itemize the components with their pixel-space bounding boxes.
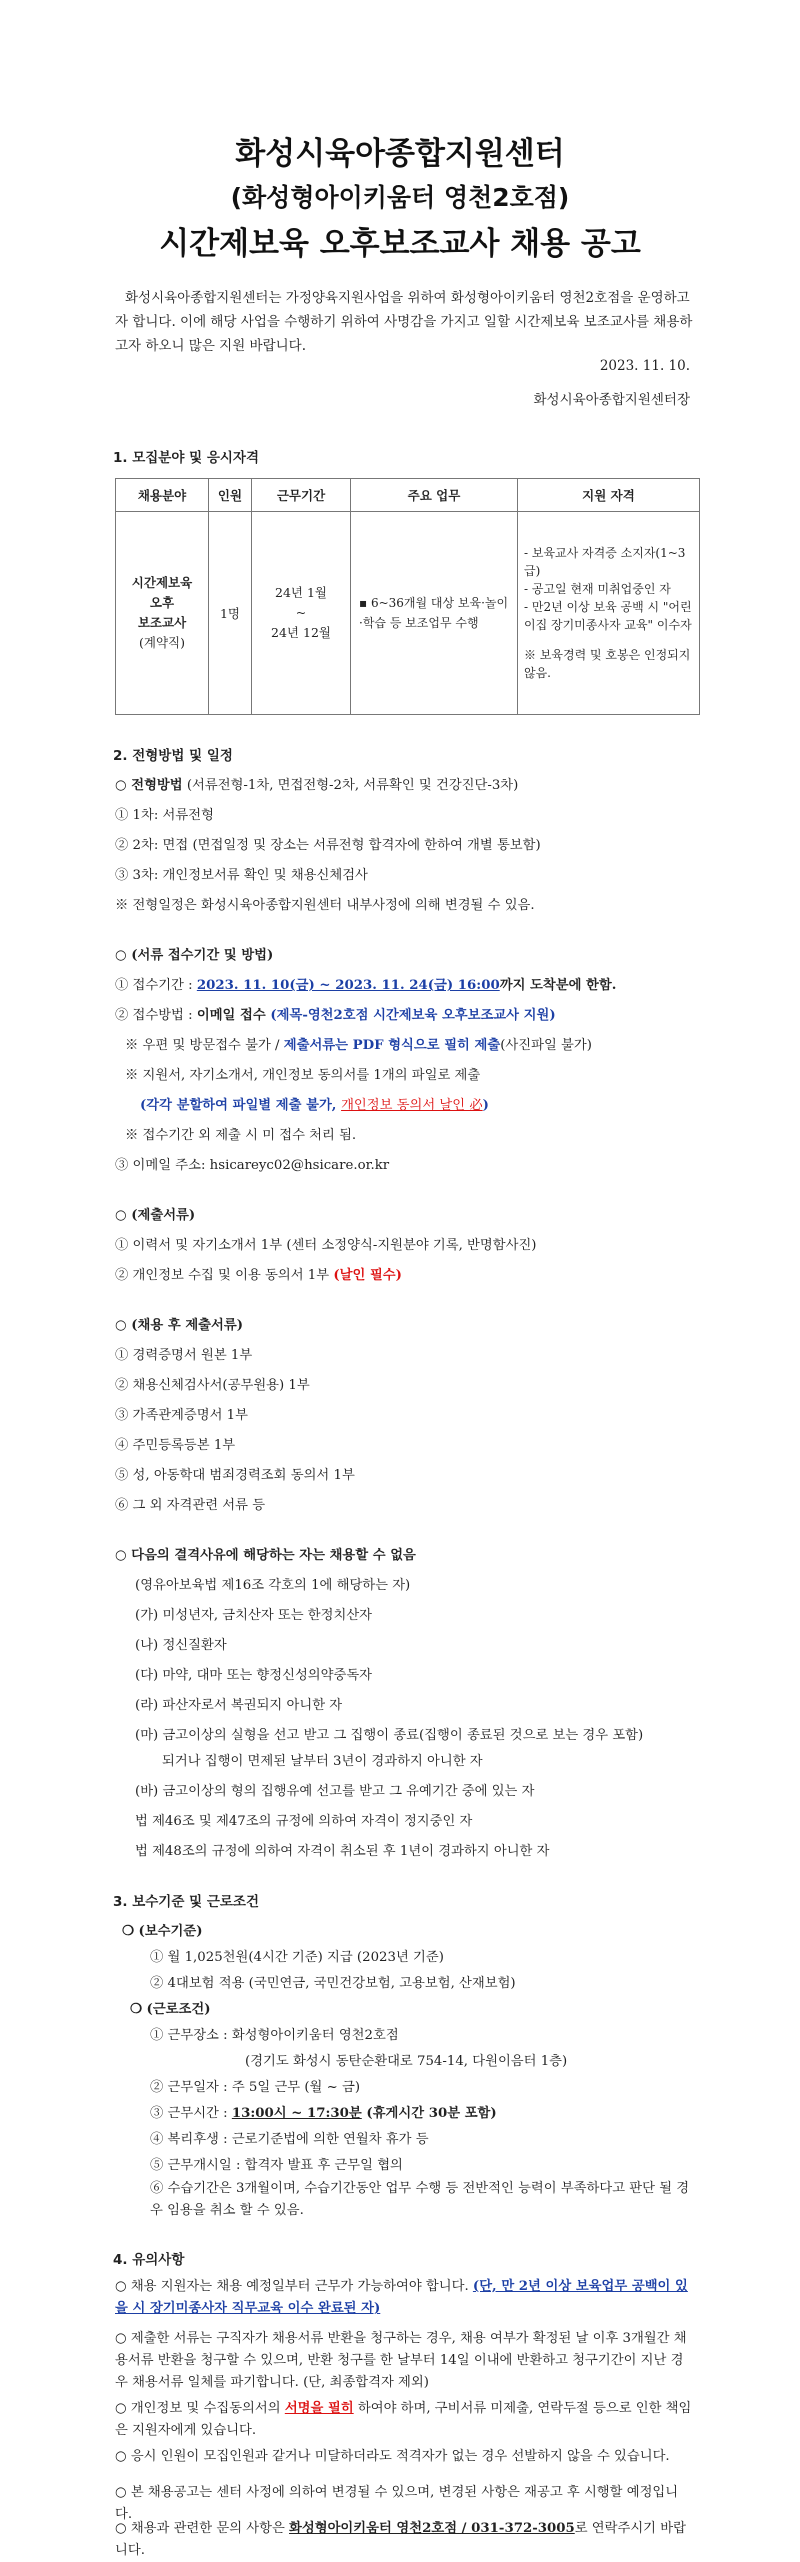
notice-highlight: 서명을 필히 xyxy=(284,2401,354,2416)
application-dates: 2023. 11. 10(금) ~ 2023. 11. 24(금) 16:00 xyxy=(196,978,500,993)
post-hire-heading: ○ (채용 후 제출서류) xyxy=(115,1318,243,1333)
label: ○ 채용 지원자는 채용 예정일부터 근무가 가능하여야 합니다. xyxy=(115,2279,473,2294)
title-posting: 시간제보육 오후보조교사 채용 공고 xyxy=(159,226,641,262)
label: 하여야 하며, 구비서류 미제출, 연락두절 등으로 인한 책임은 지원자에게 있습니다. xyxy=(115,2401,692,2438)
submission-note: ※ 지원서, 자기소개서, 개인정보 동의서를 1개의 파일로 제출 xyxy=(125,1068,481,1083)
notice-item: ○ 제출한 서류는 구직자가 채용서류 반환을 청구하는 경우, 채용 여부가 확정된 날 이후 3개월간 채용서류 반환을 청구할 수 있으며, 반환 청구를 한 날부터 14일 이내에 반환하고 청구기간이 지난 경우 채용서류 일체를 파기합니다. (단, 최종합격자 제외) xyxy=(115,2331,687,2390)
recruitment-table xyxy=(115,478,700,715)
condition-item: (경기도 화성시 동탄순환대로 754-14, 다원이음터 1층) xyxy=(245,2054,568,2069)
application-method xyxy=(115,1004,556,1023)
pay-heading: ❍ (보수기준) xyxy=(122,1924,203,1939)
pay-item: ② 4대보험 적용 (국민연금, 국민건강보험, 고용보험, 산재보험) xyxy=(150,1976,516,1991)
condition-item: ⑥ 수습기간은 3개월이며, 수습기간동안 업무 수행 등 전반적인 능력이 부족하다고 판단 될 경우 임용을 취소 할 수 있음. xyxy=(150,2181,690,2218)
label: 까지 도착분에 한함. xyxy=(499,978,617,993)
heading-detail: (서류전형-1차, 면접전형-2차, 서류확인 및 건강진단-3차) xyxy=(182,778,519,793)
work-hours: 13:00시 ~ 17:30분 xyxy=(231,2106,362,2121)
post-hire-item: ③ 가족관계증명서 1부 xyxy=(115,1408,248,1423)
post-hire-item: ① 경력증명서 원본 1부 xyxy=(115,1348,253,1363)
disqualification-item: 되거나 집행이 면제된 날부터 3년이 경과하지 아니한 자 xyxy=(162,1754,483,1769)
disqualification-item: 법 제46조 및 제47조의 규정에 의하여 자격이 정지중인 자 xyxy=(135,1814,473,1829)
signature: 화성시육아종합지원센터장 xyxy=(533,392,690,408)
selection-step: ③ 3차: 개인정보서류 확인 및 채용신체검사 xyxy=(115,868,368,883)
document-item: ① 이력서 및 자기소개서 1부 (센터 소정양식-지원분야 기록, 반명함사진) xyxy=(115,1238,537,1253)
label: ① 접수기간 : xyxy=(115,978,197,993)
post-hire-item: ⑤ 성, 아동학대 범죄경력조회 동의서 1부 xyxy=(115,1468,355,1483)
field-line: 오후 xyxy=(149,595,175,610)
header-period: 근무기간 xyxy=(252,479,351,512)
qualification-note: ※ 보육경력 및 호봉은 인정되지 않음. xyxy=(524,648,691,680)
label: (휴게시간 30분 포함) xyxy=(361,2106,497,2121)
seal-required: (날인 필수) xyxy=(333,1268,402,1283)
pay-item: ① 월 1,025천원(4시간 기준) 지급 (2023년 기준) xyxy=(150,1950,444,1965)
condition-item: ① 근무장소 : 화성형아이키움터 영천2호점 xyxy=(150,2028,399,2043)
disqualification-item: (나) 정신질환자 xyxy=(135,1638,227,1653)
notice-item xyxy=(115,2398,695,2442)
condition-item xyxy=(150,2102,497,2121)
table-row xyxy=(116,512,700,715)
notice-item xyxy=(115,2518,695,2562)
intro-paragraph: 화성시육아종합지원센터는 가정양육지원사업을 위하여 화성형아이키움터 영천2호점을 운영하고자 합니다. 이에 해당 사업을 수행하기 위하여 사명감을 가지고 일할 시간제보육 보조교사를 채용하고자 하오니 많은 지원 바랍니다. xyxy=(115,290,693,354)
application-heading: ○ (서류 접수기간 및 방법) xyxy=(115,948,274,963)
disqualification-heading: ○ 다음의 결격사유에 해당하는 자는 채용할 수 없음 xyxy=(115,1548,416,1563)
label: ○ 개인정보 및 수집동의서의 xyxy=(115,2401,285,2416)
notice-item: ○ 본 채용공고는 센터 사정에 의하여 변경될 수 있으며, 변경된 사항은 재공고 후 시행할 예정입니다. xyxy=(115,2485,679,2522)
section-1-title: 1. 모집분야 및 응시자격 xyxy=(113,450,259,466)
label: ※ 우편 및 방문접수 불가 / xyxy=(125,1038,284,1053)
conditions-heading: ❍ (근로조건) xyxy=(130,2002,211,2017)
disqualification-item: (다) 마약, 대마 또는 향정신성의약중독자 xyxy=(135,1668,373,1683)
cell-duty: ▪ 6~36개월 대상 보육·놀이·학습 등 보조업무 수행 xyxy=(351,512,518,715)
posting-date: 2023. 11. 10. xyxy=(599,358,690,374)
disqualification-item: 법 제48조의 규정에 의하여 자격이 취소된 후 1년이 경과하지 아니한 자 xyxy=(135,1844,550,1859)
post-hire-item: ④ 주민등록등본 1부 xyxy=(115,1438,236,1453)
field-line: 시간제보육 xyxy=(131,575,193,590)
email-method: 이메일 접수 xyxy=(196,1008,266,1023)
post-hire-item: ② 채용신체검사서(공무원용) 1부 xyxy=(115,1378,310,1393)
field-line: (계약직) xyxy=(139,635,185,650)
period-line: ~ xyxy=(295,605,307,620)
label: ③ 근무시간 : xyxy=(150,2106,232,2121)
contact-info: 화성형아이키움터 영천2호점 / 031-372-3005 xyxy=(289,2521,575,2536)
seal-required: 개인정보 동의서 날인 必 xyxy=(341,1098,483,1113)
cell-period xyxy=(252,512,351,715)
qualification-item: - 보육교사 자격증 소지자(1~3급) xyxy=(524,546,686,578)
title-center: 화성시육아종합지원센터 xyxy=(235,136,565,172)
condition-item: ② 근무일자 : 주 5일 근무 (월 ~ 금) xyxy=(150,2080,361,2095)
cell-qualification xyxy=(518,512,700,715)
period-line: 24년 1월 xyxy=(275,585,327,600)
label: (각각 분할하여 파일별 제출 불가, xyxy=(140,1098,342,1113)
submission-note xyxy=(140,1094,489,1113)
selection-method-heading xyxy=(115,774,518,793)
label: ) xyxy=(482,1098,489,1113)
disqualification-item: (가) 미성년자, 금치산자 또는 한정치산자 xyxy=(135,1608,373,1623)
documents-heading: ○ (제출서류) xyxy=(115,1208,196,1223)
header-qualification: 지원 자격 xyxy=(518,479,700,512)
email-subject: (제목-영천2호점 시간제보육 오후보조교사 지원) xyxy=(265,1008,556,1023)
submission-note: ※ 접수기간 외 제출 시 미 접수 처리 됨. xyxy=(125,1128,357,1143)
header-count: 인원 xyxy=(209,479,252,512)
disqualification-item: (마) 금고이상의 실형을 선고 받고 그 집행이 종료(집행이 종료된 것으로 보는 경우 포함) xyxy=(135,1728,644,1743)
disqualification-item: (바) 금고이상의 형의 집행유예 선고를 받고 그 유예기간 중에 있는 자 xyxy=(135,1784,535,1799)
application-period xyxy=(115,974,616,993)
disqualification-item: (영유아보육법 제16조 각호의 1에 해당하는 자) xyxy=(135,1578,411,1593)
submission-note xyxy=(125,1034,592,1053)
label: (사진파일 불가) xyxy=(500,1038,592,1053)
cell-field xyxy=(116,512,209,715)
label: ② 개인정보 수집 및 이용 동의서 1부 xyxy=(115,1268,334,1283)
period-line: 24년 12월 xyxy=(271,625,331,640)
email-address: ③ 이메일 주소: hsicareyc02@hsicare.or.kr xyxy=(115,1158,390,1173)
post-hire-item: ⑥ 그 외 자격관련 서류 등 xyxy=(115,1498,266,1513)
section-4-title: 4. 유의사항 xyxy=(113,2252,185,2268)
condition-item: ④ 복리후생 : 근로기준법에 의한 연월차 휴가 등 xyxy=(150,2132,429,2147)
notice-item: ○ 응시 인원이 모집인원과 같거나 미달하더라도 적격자가 없는 경우 선발하지 않을 수 있습니다. xyxy=(115,2449,670,2464)
notice-highlight: (단, 만 2년 이상 보육업무 공백이 있을 시 장기미종사자 직무교육 이수 완료된 자) xyxy=(115,2279,688,2316)
title-branch: (화성형아이키움터 영천2호점) xyxy=(230,183,570,212)
document-item xyxy=(115,1264,402,1283)
section-2-title: 2. 전형방법 및 일정 xyxy=(113,748,233,764)
condition-item: ⑤ 근무개시일 : 합격자 발표 후 근무일 협의 xyxy=(150,2158,403,2173)
pdf-requirement: 제출서류는 PDF 형식으로 필히 제출 xyxy=(283,1038,501,1053)
notice-item xyxy=(115,2276,695,2320)
qualification-item: - 공고일 현재 미취업중인 자 xyxy=(524,582,671,596)
label: ② 접수방법 : xyxy=(115,1008,197,1023)
qualification-item: - 만2년 이상 보육 공백 시 "어린이집 장기미종사자 교육" 이수자 xyxy=(524,600,692,632)
label: ○ 채용과 관련한 문의 사항은 xyxy=(115,2521,290,2536)
section-3-title: 3. 보수기준 및 근로조건 xyxy=(113,1894,259,1910)
selection-step: ② 2차: 면접 (면접일정 및 장소는 서류전형 합격자에 한하여 개별 통보함) xyxy=(115,838,541,853)
header-field: 채용분야 xyxy=(116,479,209,512)
disqualification-item: (라) 파산자로서 복권되지 아니한 자 xyxy=(135,1698,343,1713)
field-line: 보조교사 xyxy=(137,615,187,630)
selection-note: ※ 전형일정은 화성시육아종합지원센터 내부사정에 의해 변경될 수 있음. xyxy=(115,898,535,913)
label: 로 연락주시기 바랍니다. xyxy=(115,2521,686,2558)
heading-text: ○ 전형방법 xyxy=(115,778,183,793)
cell-count: 1명 xyxy=(209,512,252,715)
selection-step: ① 1차: 서류전형 xyxy=(115,808,214,823)
header-duty: 주요 업무 xyxy=(351,479,518,512)
